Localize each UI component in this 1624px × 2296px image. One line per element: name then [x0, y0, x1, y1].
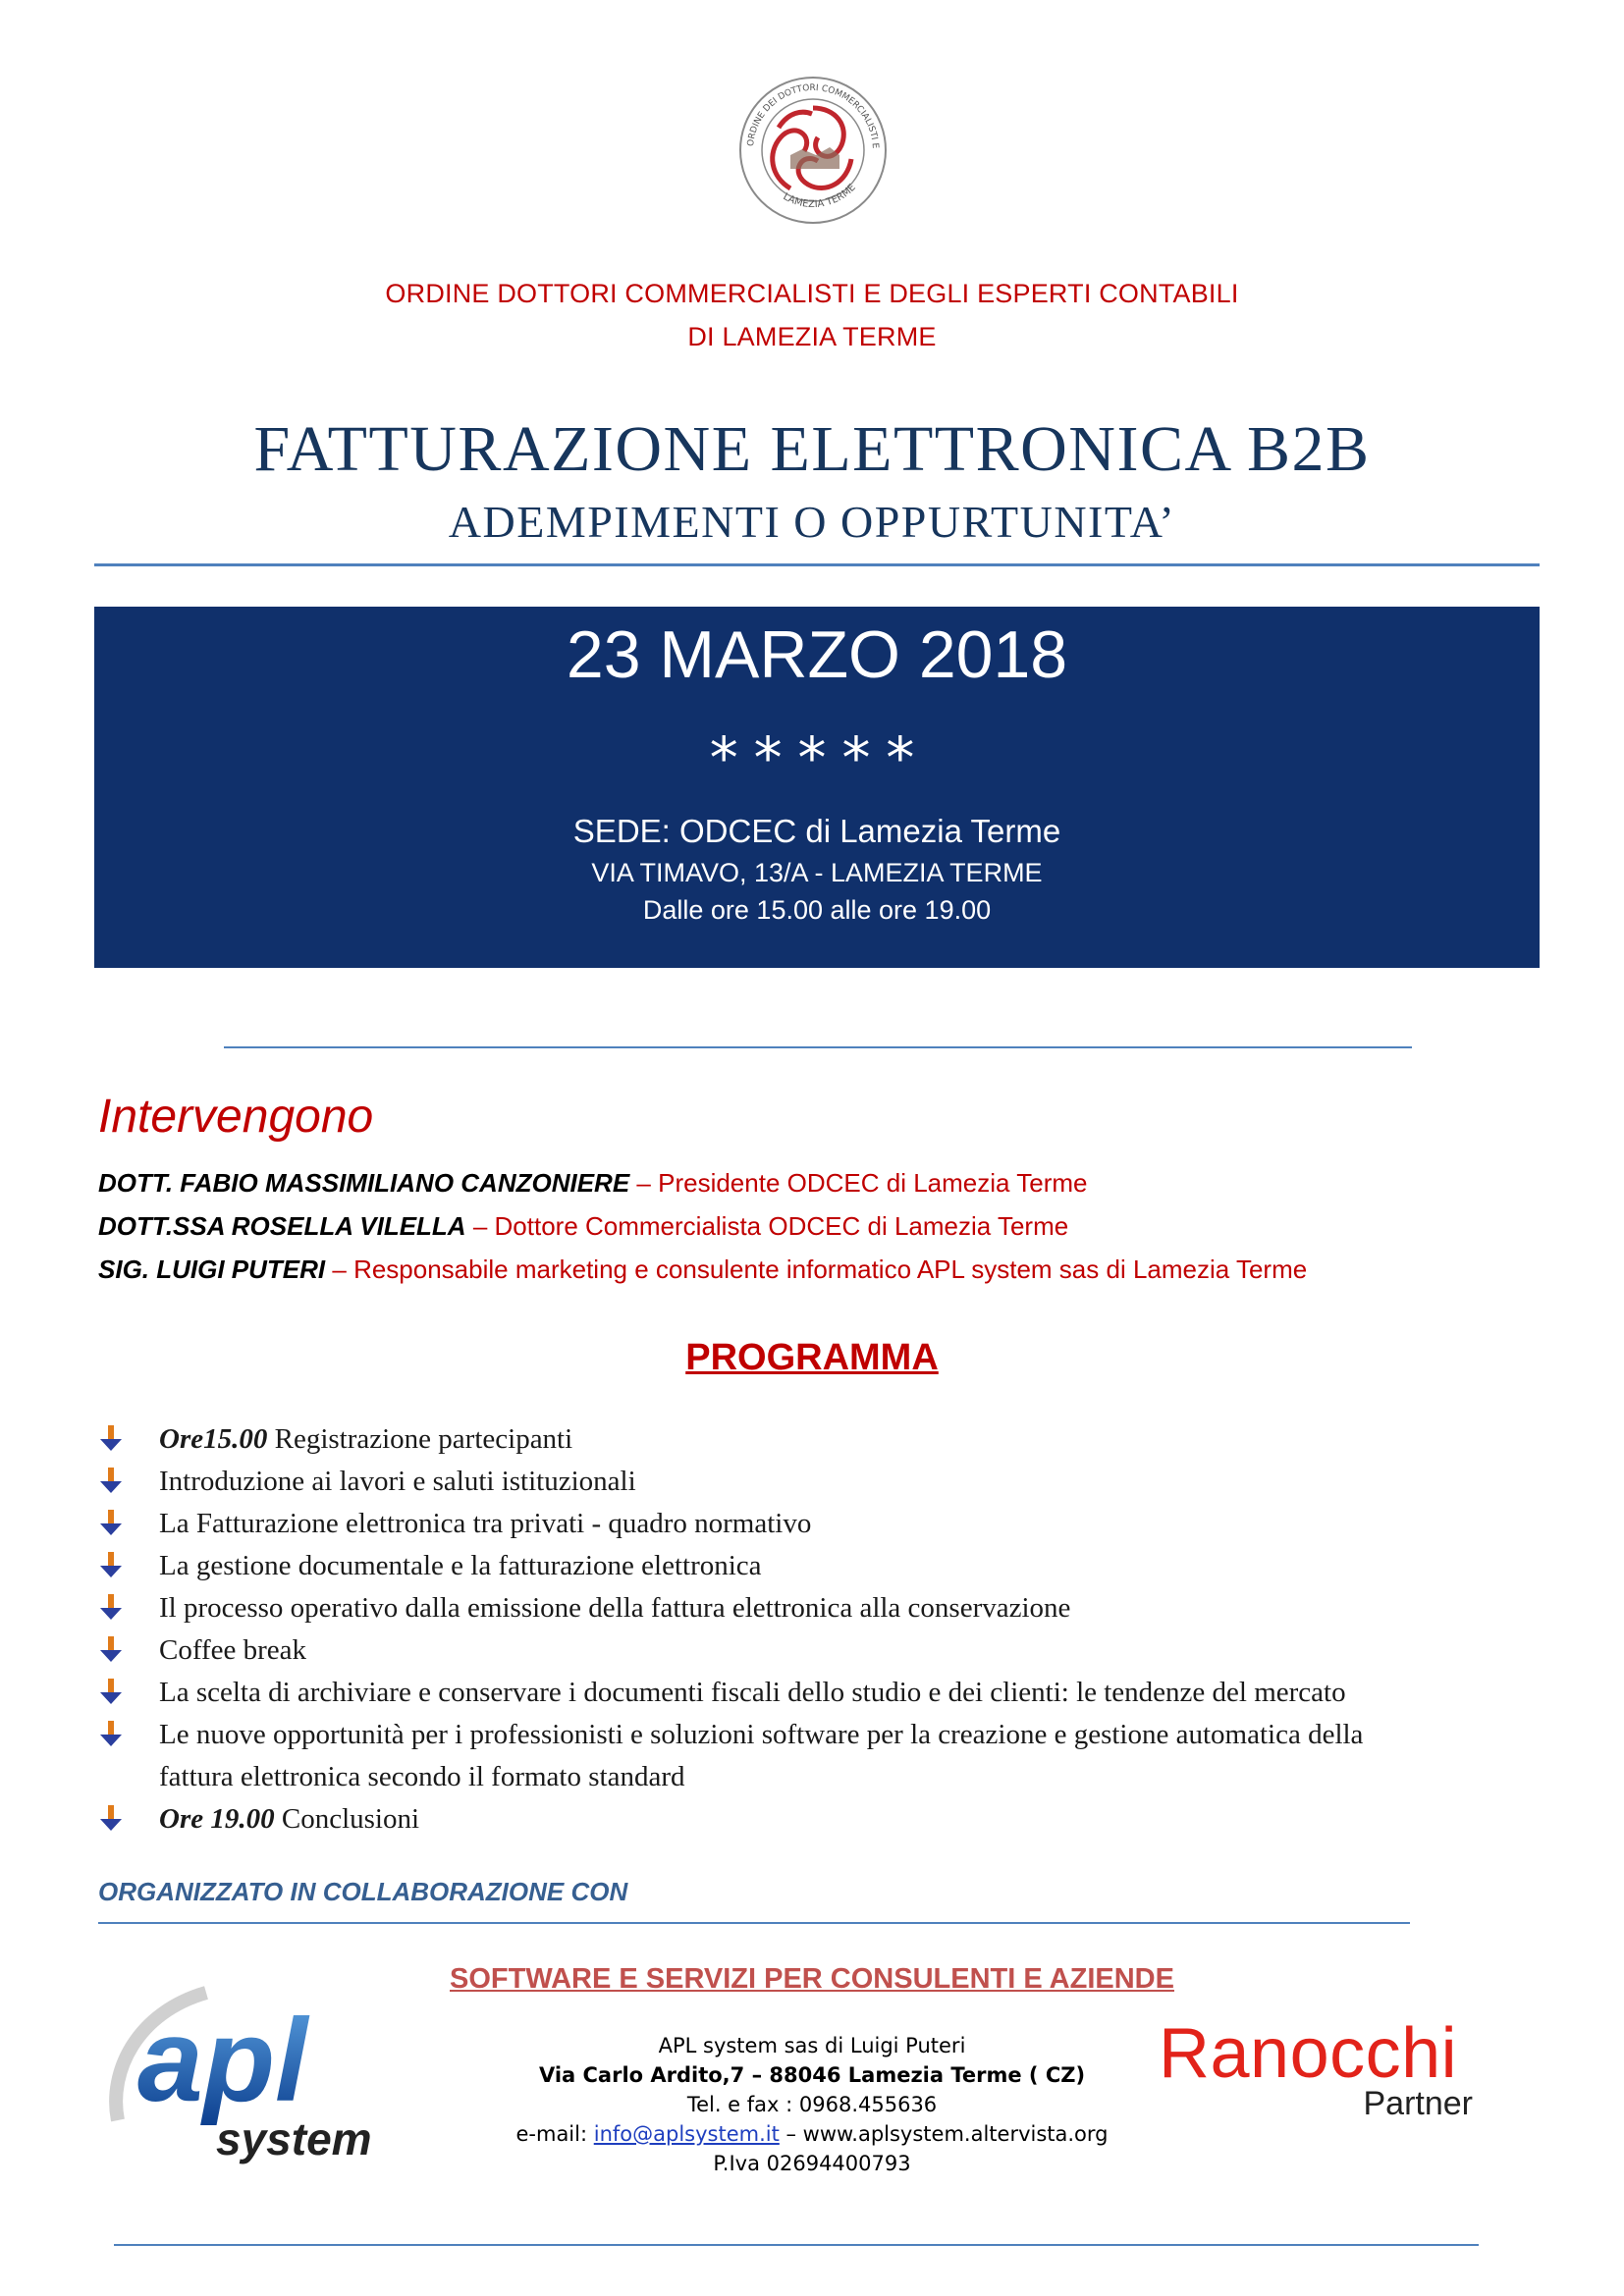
speaker-role: Dottore Commercialista ODCEC di Lamezia Terme: [494, 1211, 1069, 1241]
website-text: – www.aplsystem.altervista.org: [779, 2122, 1109, 2146]
company-vat: P.Iva 02694400793: [713, 2152, 911, 2175]
speaker-name: DOTT. FABIO MASSIMILIANO CANZONIERE: [98, 1168, 630, 1198]
event-time: Dalle ore 15.00 alle ore 19.00: [642, 895, 992, 925]
event-venue: SEDE: ODCEC di Lamezia Terme: [572, 813, 1061, 849]
programma-heading: PROGRAMMA: [685, 1337, 939, 1378]
bullet-arrow-icon: [98, 1805, 124, 1833]
speaker-separator: –: [465, 1211, 495, 1241]
bullet-arrow-icon: [98, 1594, 124, 1622]
programma-item-text: Il processo operativo dalla emissione della fattura elettronica alla conservazione: [159, 1592, 1071, 1624]
bullet-arrow-icon: [98, 1425, 124, 1453]
speaker-item: [98, 1168, 1087, 1199]
programma-item-text-continued: fattura elettronica secondo il formato standard: [159, 1761, 685, 1792]
bullet-arrow-icon: [98, 1636, 124, 1664]
odcec-seal-logo: [733, 71, 893, 230]
speaker-name: SIG. LUIGI PUTERI: [98, 1255, 326, 1284]
seal-city-text: LAMEZIA TERME: [781, 182, 858, 211]
programma-item-text: Conclusioni: [274, 1803, 420, 1835]
email-label: e-mail:: [515, 2122, 594, 2146]
seal-ring-text: ORDINE DEI DOTTORI COMMERCIALISTI E: [746, 83, 881, 149]
event-title: FATTURAZIONE ELETTRONICA B2B: [253, 413, 1371, 485]
org-name-line-1: ORDINE DOTTORI COMMERCIALISTI E DEGLI ESPERTI CONTABILI: [385, 279, 1239, 308]
speaker-separator: –: [629, 1168, 659, 1198]
stars-separator: *****: [706, 724, 928, 791]
programma-item-text: La scelta di archiviare e conservare i documenti fiscali dello studio e dei clienti: le tendenze del mercato: [159, 1677, 1346, 1708]
speaker-item: [98, 1211, 1068, 1242]
bullet-arrow-icon: [98, 1721, 124, 1748]
bullet-arrow-icon: [98, 1679, 124, 1706]
org-name-line-2: DI LAMEZIA TERME: [687, 322, 937, 351]
company-name: APL system sas di Luigi Puteri: [658, 2034, 966, 2057]
programma-item-text: Registrazione partecipanti: [267, 1423, 573, 1455]
company-contacts: [0, 2122, 1624, 2146]
event-date: 23 MARZO 2018: [566, 617, 1068, 692]
speaker-separator: –: [325, 1255, 354, 1284]
event-date-box: [94, 607, 1540, 968]
bottom-divider: [114, 2244, 1479, 2246]
email-link[interactable]: info@aplsystem.it: [593, 2122, 780, 2146]
bullet-arrow-icon: [98, 1552, 124, 1579]
ranocchi-partner-label: Partner: [1363, 2085, 1473, 2122]
ranocchi-partner-logo: [1159, 2014, 1492, 2123]
programma-item-text: Coffee break: [159, 1634, 307, 1666]
programma-item-text: La gestione documentale e la fatturazione elettronica: [159, 1550, 762, 1581]
programma-item-time: Ore15.00: [159, 1423, 268, 1455]
event-subtitle: ADEMPIMENTI O OPPURTUNITA’: [448, 497, 1176, 547]
event-address: VIA TIMAVO, 13/A - LAMEZIA TERME: [591, 858, 1043, 887]
organized-with-label: ORGANIZZATO IN COLLABORAZIONE CON: [98, 1877, 628, 1906]
apl-logo-subtext: system: [216, 2113, 372, 2164]
speaker-role: Responsabile marketing e consulente informatico APL system sas di Lamezia Terme: [353, 1255, 1308, 1284]
ranocchi-brand: Ranocchi: [1159, 2014, 1458, 2093]
programma-item-time: Ore 19.00: [159, 1803, 275, 1835]
bullet-arrow-icon: [98, 1468, 124, 1495]
footer-divider: [98, 1922, 1410, 1924]
section-divider: [224, 1046, 1412, 1048]
apl-logo-text: apl: [137, 1995, 308, 2126]
bullet-arrow-icon: [98, 1510, 124, 1537]
software-heading: SOFTWARE E SERVIZI PER CONSULENTI E AZIENDE: [450, 1963, 1174, 1995]
speaker-role: Presidente ODCEC di Lamezia Terme: [658, 1168, 1088, 1198]
company-phone: Tel. e fax : 0968.455636: [686, 2093, 938, 2116]
programma-item-text: Le nuove opportunità per i professionisti e soluzioni software per la creazione e gestione automatica della: [159, 1719, 1364, 1750]
speaker-name: DOTT.SSA ROSELLA VILELLA: [98, 1211, 466, 1241]
speaker-item: [98, 1255, 1307, 1285]
company-address: Via Carlo Ardito,7 – 88046 Lamezia Terme ( CZ): [538, 2063, 1086, 2087]
speakers-heading: Intervengono: [98, 1091, 374, 1143]
programma-item-text: La Fatturazione elettronica tra privati - quadro normativo: [159, 1508, 812, 1539]
programma-item-text: Introduzione ai lavori e saluti istituzionali: [159, 1466, 636, 1497]
header-divider: [94, 563, 1540, 566]
